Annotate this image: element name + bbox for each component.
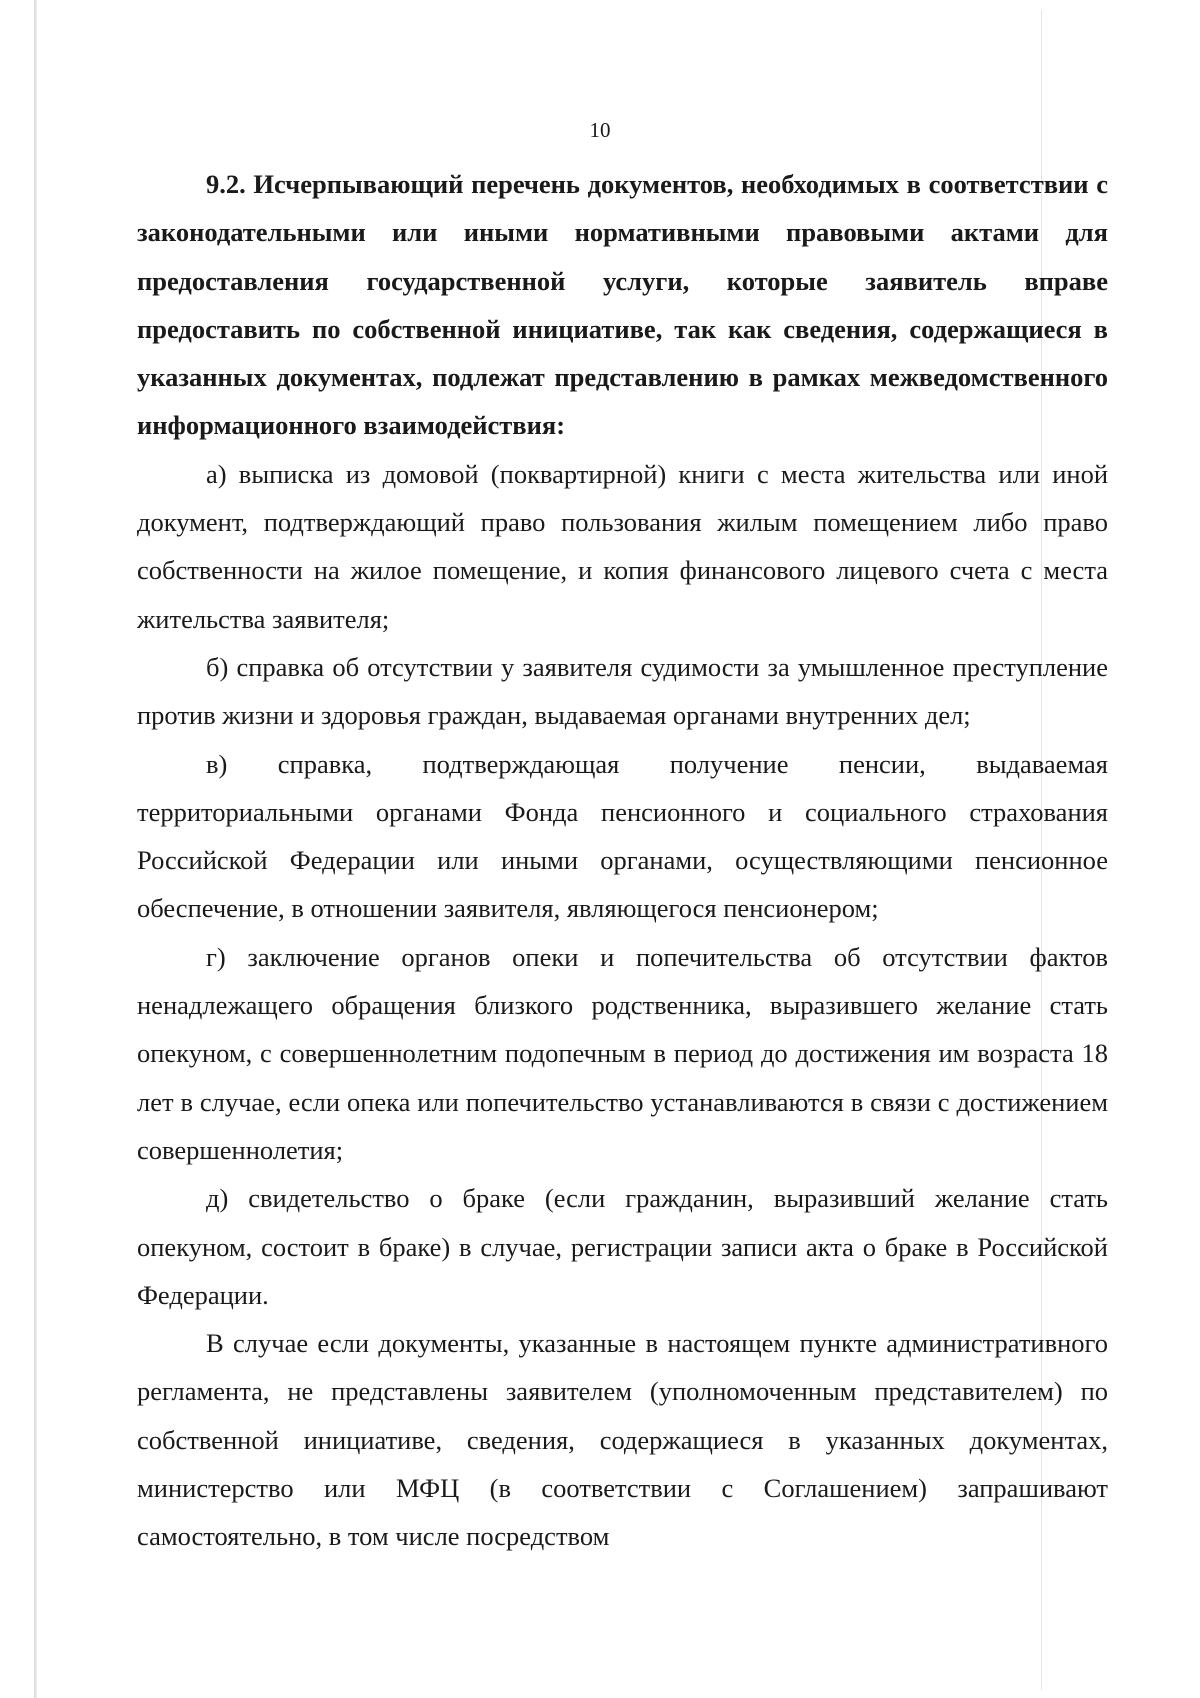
closing-paragraph: В случае если документы, указанные в настоящем пункте административного регламента, не представлены заявителем (уполномоченным представителем) по собственной инициативе, сведения, содержащиеся в указанных документах, министерство или МФЦ (в соответствии с Соглашением) запрашивают самостоятельно, в том числе посредством [137, 1328, 1108, 1552]
scan-edge-left [34, 0, 37, 1698]
section-heading: 9.2. Исчерпывающий перечень документов, необходимых в соответствии с законодательными или иными нормативными правовыми актами для предоставления государственной услуги, которые заявитель вправе предоставить по собственной инициативе, так как сведения, содержащиеся в указанных документах, подлежат представлению в рамках межведомственного информационного взаимодействия: [137, 169, 1108, 441]
list-item-d: д) свидетельство о браке (если гражданин, выразивший желание стать опекуном, состоит в браке) в случае, регистрации записи акта о браке в Российской Федерации. [137, 1183, 1108, 1310]
list-item-v: в) справка, подтверждающая получение пенсии, выдаваемая территориальными органами Фонда пенсионного и социального страхования Российской Федерации или иными органами, осуществляющими пенсионное обеспечение, в отношении заявителя, являющегося пенсионером; [137, 748, 1108, 924]
list-item-b: б) справка об отсутствии у заявителя судимости за умышленное преступление против жизни и здоровья граждан, выдаваемая органами внутренних дел; [137, 651, 1108, 731]
list-item-a: а) выписка из домовой (поквартирной) книги с места жительства или иной документ, подтверждающий право пользования жилым помещением либо право собственности на жилое помещение, и копия финансового лицевого счета с места жительства заявителя; [137, 458, 1108, 634]
document-body [137, 160, 1108, 1561]
list-item-g: г) заключение органов опеки и попечительства об отсутствии фактов ненадлежащего обращения близкого родственника, выразившего желание стать опекуном, с совершеннолетним подопечным в период до достижения им возраста 18 лет в случае, если опека или попечительство устанавливаются в связи с достижением совершеннолетия; [137, 941, 1108, 1165]
page-number: 10 [589, 118, 611, 142]
